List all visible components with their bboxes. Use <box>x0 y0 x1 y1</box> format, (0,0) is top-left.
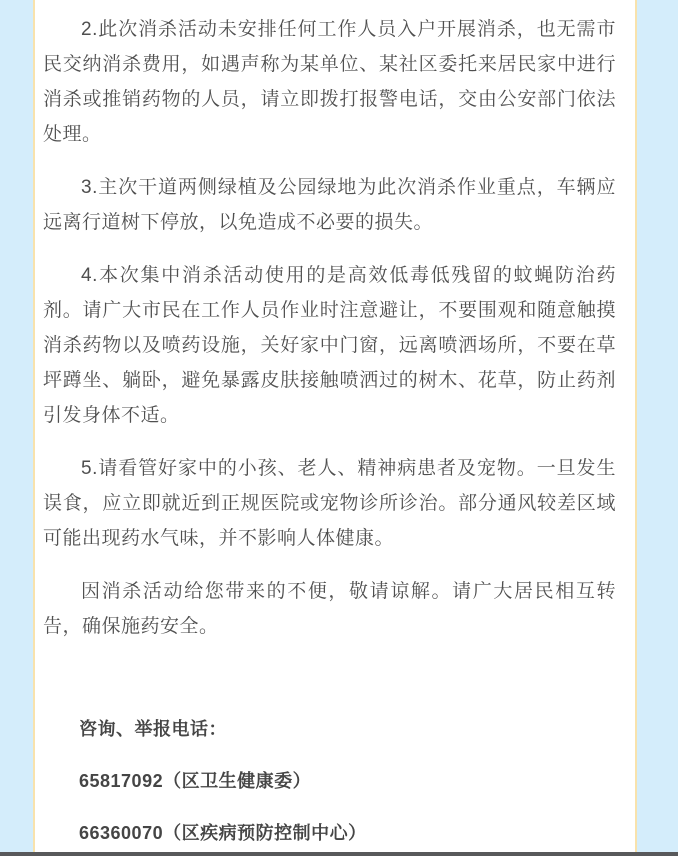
notice-article <box>43 12 616 851</box>
paragraph-5: 5.请看管好家中的小孩、老人、精神病患者及宠物。一旦发生误食，应立即就近到正规医院或宠物诊所诊治。部分通风较差区域可能出现药水气味，并不影响人体健康。 <box>43 458 616 549</box>
paragraph-4: 4.本次集中消杀活动使用的是高效低毒低残留的蚊蝇防治药剂。请广大市民在工作人员作业时注意避让，不要围观和随意触摸消杀药物以及喷药设施，关好家中门窗，远离喷洒场所，不要在草坪蹲坐、躺卧，避免暴露皮肤接触喷洒过的树木、花草，防止药剂引发身体不适。 <box>43 265 616 426</box>
contact-section <box>43 712 616 851</box>
contact-heading: 咨询、举报电话： <box>79 719 227 739</box>
paragraph-2: 2.此次消杀活动未安排任何工作人员入户开展消杀，也无需市民交纳消杀费用，如遇声称为某单位、某社区委托来居民家中进行消杀或推销药物的人员，请立即拨打报警电话，交由公安部门依法处理。 <box>43 19 616 145</box>
paragraph-3: 3.主次干道两侧绿植及公园绿地为此次消杀作业重点，车辆应远离行道树下停放，以免造成不必要的损失。 <box>43 177 616 233</box>
contact-phone-cdc: 66360070（区疾病预防控制中心） <box>79 823 367 843</box>
bottom-edge-bar <box>0 852 678 856</box>
closing-paragraph: 因消杀活动给您带来的不便，敬请谅解。请广大居民相互转告，确保施药安全。 <box>43 581 616 637</box>
notice-card <box>33 0 637 856</box>
contact-phone-health-commission: 65817092（区卫生健康委） <box>79 771 312 791</box>
